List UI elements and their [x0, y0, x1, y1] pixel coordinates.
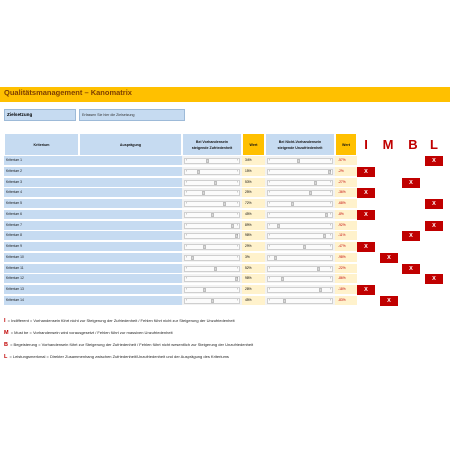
nicht-vorhandensein-slider[interactable]: [267, 266, 333, 272]
table-row: [4, 210, 450, 220]
slider-thumb[interactable]: [191, 256, 194, 260]
vorhandensein-slider[interactable]: [184, 158, 240, 164]
table-row: [4, 296, 450, 306]
chevron-left-icon[interactable]: ‹: [186, 190, 188, 195]
kriterium-cell[interactable]: Kriterium 8: [4, 231, 79, 241]
chevron-right-icon[interactable]: ›: [329, 168, 331, 173]
nicht-vorhandensein-slider[interactable]: [267, 244, 333, 250]
kriterium-cell[interactable]: Kriterium 5: [4, 199, 79, 209]
slider-thumb[interactable]: [283, 299, 286, 303]
slider-thumb[interactable]: [197, 170, 200, 174]
chevron-left-icon[interactable]: ‹: [269, 276, 271, 281]
auspraegung-cell[interactable]: [79, 285, 182, 295]
header-bei-vorhandensein-line2: steigende Zufriedenheit: [191, 145, 233, 150]
vorhandensein-cell: [182, 264, 242, 274]
chevron-right-icon[interactable]: ›: [329, 276, 331, 281]
wert-zufriedenheit: 3%: [242, 253, 265, 263]
nicht-vorhandensein-cell: [265, 274, 335, 284]
chevron-right-icon[interactable]: ›: [329, 211, 331, 216]
wert-unzufriedenheit: -11%: [335, 231, 357, 241]
chevron-right-icon[interactable]: ›: [236, 222, 238, 227]
vorhandensein-cell: [182, 253, 242, 263]
category-header-i: I: [364, 137, 368, 152]
kriterium-cell[interactable]: Kriterium 12: [4, 274, 79, 284]
wert-unzufriedenheit: -36%: [335, 188, 357, 198]
nicht-vorhandensein-cell: [265, 210, 335, 220]
table-row: [4, 178, 450, 188]
vorhandensein-slider[interactable]: [184, 276, 240, 282]
wert-unzufriedenheit: -2%: [335, 167, 357, 177]
table-row: [4, 199, 450, 209]
nicht-vorhandensein-slider[interactable]: [267, 298, 333, 304]
chevron-right-icon[interactable]: ›: [329, 201, 331, 205]
category-mark-i: X: [357, 210, 375, 220]
slider-thumb[interactable]: [323, 234, 326, 238]
chevron-left-icon[interactable]: ‹: [186, 265, 188, 270]
legend-key: I: [4, 318, 6, 324]
nicht-vorhandensein-cell: [265, 178, 335, 188]
nicht-vorhandensein-cell: [265, 285, 335, 295]
wert-unzufriedenheit: -86%: [335, 274, 357, 284]
kriterium-cell[interactable]: Kriterium 10: [4, 253, 79, 263]
kriterium-cell[interactable]: Kriterium 11: [4, 264, 79, 274]
chevron-left-icon[interactable]: ‹: [186, 211, 188, 216]
vorhandensein-slider[interactable]: [184, 212, 240, 218]
vorhandensein-slider[interactable]: [184, 169, 240, 175]
wert-unzufriedenheit: -8%: [335, 210, 357, 220]
chevron-right-icon[interactable]: ›: [329, 233, 331, 238]
chevron-left-icon[interactable]: ‹: [186, 179, 188, 184]
nicht-vorhandensein-cell: [265, 156, 335, 166]
chevron-left-icon[interactable]: ‹: [269, 297, 271, 302]
vorhandensein-cell: [182, 296, 242, 306]
slider-thumb[interactable]: [303, 245, 306, 249]
chevron-left-icon[interactable]: ‹: [269, 201, 271, 205]
category-mark-l: X: [425, 274, 443, 284]
wert-zufriedenheit: 98%: [242, 231, 265, 241]
nicht-vorhandensein-cell: [265, 253, 335, 263]
chevron-left-icon[interactable]: ‹: [269, 254, 271, 259]
legend-key: B: [4, 342, 8, 348]
header-bei-vorhandensein: [182, 133, 242, 156]
slider-thumb[interactable]: [214, 181, 217, 185]
nicht-vorhandensein-slider[interactable]: [267, 255, 333, 261]
header-wert-1: Wert: [242, 133, 265, 156]
wert-zufriedenheit: 45%: [242, 210, 265, 220]
kriterium-cell[interactable]: Kriterium 4: [4, 188, 79, 198]
category-mark-b: X: [402, 264, 420, 274]
wert-zufriedenheit: 52%: [242, 264, 265, 274]
vorhandensein-cell: [182, 285, 242, 295]
nicht-vorhandensein-slider[interactable]: [267, 223, 333, 229]
chevron-right-icon[interactable]: ›: [236, 158, 238, 162]
slider-thumb[interactable]: [297, 159, 300, 163]
nicht-vorhandensein-slider[interactable]: [267, 287, 333, 293]
auspraegung-cell[interactable]: [79, 264, 182, 274]
chevron-left-icon[interactable]: ‹: [186, 201, 188, 205]
chevron-right-icon[interactable]: ›: [329, 158, 331, 162]
vorhandensein-slider[interactable]: [184, 266, 240, 272]
chevron-left-icon[interactable]: ‹: [269, 233, 271, 238]
legend-text: = Indifferent = Vorhandensein führt nicht zur Steigerung der Zufriedenheit / Fehlen führt nicht zur Steigerung der Unzufriedenheit: [6, 318, 235, 323]
category-header-b: B: [408, 137, 418, 152]
wert-zufriedenheit: 98%: [242, 274, 265, 284]
vorhandensein-slider[interactable]: [184, 255, 240, 261]
vorhandensein-slider[interactable]: [184, 233, 240, 239]
auspraegung-cell[interactable]: [79, 156, 182, 166]
chevron-right-icon[interactable]: ›: [329, 190, 331, 195]
table-row: [4, 264, 450, 274]
chevron-left-icon[interactable]: ‹: [186, 222, 188, 227]
table-row: [4, 253, 450, 263]
chevron-right-icon[interactable]: ›: [329, 179, 331, 184]
nicht-vorhandensein-slider[interactable]: [267, 169, 333, 175]
vorhandensein-cell: [182, 156, 242, 166]
auspraegung-cell[interactable]: [79, 296, 182, 306]
slider-thumb[interactable]: [309, 191, 312, 195]
chevron-right-icon[interactable]: ›: [236, 276, 238, 281]
slider-thumb[interactable]: [319, 288, 322, 292]
category-mark-m: X: [380, 253, 398, 263]
slider-thumb[interactable]: [214, 267, 217, 271]
chevron-left-icon[interactable]: ‹: [269, 211, 271, 216]
vorhandensein-cell: [182, 274, 242, 284]
wert-zufriedenheit: 15%: [242, 167, 265, 177]
table-row: [4, 242, 450, 252]
kriterium-cell[interactable]: Kriterium 6: [4, 210, 79, 220]
wert-unzufriedenheit: -83%: [335, 296, 357, 306]
table-row: [4, 188, 450, 198]
header-bei-nicht-vorhandensein: [265, 133, 335, 156]
slider-thumb[interactable]: [211, 213, 214, 217]
vorhandensein-cell: [182, 221, 242, 231]
vorhandensein-slider[interactable]: [184, 298, 240, 304]
chevron-right-icon[interactable]: ›: [329, 244, 331, 248]
category-mark-i: X: [357, 188, 375, 198]
slider-thumb[interactable]: [202, 191, 205, 195]
chevron-right-icon[interactable]: ›: [329, 265, 331, 270]
auspraegung-cell[interactable]: [79, 199, 182, 209]
legend-text: = Leistungsmerkmal = Direkter Zusammenhang zwischen Zufriedenheit/Unzufriedenheit und der Ausprägung des Kriteriums: [8, 354, 229, 359]
vorhandensein-cell: [182, 178, 242, 188]
kriterium-cell[interactable]: Kriterium 9: [4, 242, 79, 252]
kriterium-cell[interactable]: Kriterium 7: [4, 221, 79, 231]
slider-thumb[interactable]: [203, 245, 206, 249]
wert-unzufriedenheit: -98%: [335, 253, 357, 263]
chevron-right-icon[interactable]: ›: [329, 297, 331, 302]
wert-unzufriedenheit: -18%: [335, 285, 357, 295]
table-row: [4, 156, 450, 166]
vorhandensein-cell: [182, 210, 242, 220]
nicht-vorhandensein-slider[interactable]: [267, 180, 333, 186]
wert-zufriedenheit: 53%: [242, 178, 265, 188]
vorhandensein-slider[interactable]: [184, 244, 240, 250]
slider-thumb[interactable]: [314, 181, 317, 185]
auspraegung-cell[interactable]: [79, 210, 182, 220]
auspraegung-cell[interactable]: [79, 188, 182, 198]
kriterium-cell[interactable]: Kriterium 14: [4, 296, 79, 306]
nicht-vorhandensein-cell: [265, 188, 335, 198]
goal-label: Zielsetzung: [4, 109, 76, 121]
wert-zufriedenheit: 45%: [242, 296, 265, 306]
nicht-vorhandensein-cell: [265, 242, 335, 252]
slider-thumb[interactable]: [231, 224, 234, 228]
category-mark-l: X: [425, 199, 443, 209]
nicht-vorhandensein-cell: [265, 167, 335, 177]
chevron-left-icon[interactable]: ‹: [186, 244, 188, 248]
chevron-left-icon[interactable]: ‹: [186, 254, 188, 259]
chevron-left-icon[interactable]: ‹: [269, 179, 271, 184]
category-header-m: M: [382, 137, 394, 152]
chevron-left-icon[interactable]: ‹: [269, 265, 271, 270]
table-row: [4, 231, 450, 241]
table-row: [4, 274, 450, 284]
chevron-left-icon[interactable]: ‹: [186, 158, 188, 162]
kriterium-cell[interactable]: Kriterium 3: [4, 178, 79, 188]
chevron-right-icon[interactable]: ›: [236, 287, 238, 291]
header-auspraegung: Ausprägung: [79, 133, 182, 156]
legend-text: = Must be = Vorhandensein wird vorausgesetzt / Fehlen führt zur massiven Unzufriedenheit: [9, 330, 173, 335]
chevron-left-icon[interactable]: ‹: [269, 158, 271, 162]
auspraegung-cell[interactable]: [79, 167, 182, 177]
nicht-vorhandensein-slider[interactable]: [267, 276, 333, 282]
slider-thumb[interactable]: [274, 256, 277, 260]
slider-thumb[interactable]: [277, 224, 280, 228]
chevron-left-icon[interactable]: ‹: [186, 297, 188, 302]
auspraegung-cell[interactable]: [79, 253, 182, 263]
chevron-right-icon[interactable]: ›: [236, 297, 238, 302]
slider-thumb[interactable]: [325, 213, 328, 217]
slider-thumb[interactable]: [206, 159, 209, 163]
table-row: [4, 221, 450, 231]
header-bei-vorhandensein-line1: Bei Vorhandensein: [195, 139, 229, 144]
kriterium-cell[interactable]: Kriterium 13: [4, 285, 79, 295]
table-row: [4, 285, 450, 295]
legend-text: = Begeisterung = Vorhandensein führt zur Steigerung der Zufriedenheit / Fehlen führt nicht wesentlich zur Steigerung der Unzufriedenheit: [8, 342, 254, 347]
goal-input[interactable]: Erfassen Sie hier die Zielsetzung: [79, 109, 185, 121]
category-mark-m: X: [380, 296, 398, 306]
vorhandensein-cell: [182, 242, 242, 252]
category-mark-i: X: [357, 285, 375, 295]
nicht-vorhandensein-slider[interactable]: [267, 212, 333, 218]
auspraegung-cell[interactable]: [79, 242, 182, 252]
nicht-vorhandensein-slider[interactable]: [267, 201, 333, 207]
chevron-left-icon[interactable]: ‹: [269, 190, 271, 195]
slider-thumb[interactable]: [281, 277, 284, 281]
category-mark-b: X: [402, 231, 420, 241]
nicht-vorhandensein-slider[interactable]: [267, 158, 333, 164]
legend-item: [4, 318, 235, 324]
wert-zufriedenheit: 28%: [242, 285, 265, 295]
chevron-left-icon[interactable]: ‹: [186, 287, 188, 291]
chevron-right-icon[interactable]: ›: [236, 254, 238, 259]
chevron-right-icon[interactable]: ›: [236, 201, 238, 205]
chevron-left-icon[interactable]: ‹: [186, 276, 188, 281]
wert-unzufriedenheit: -92%: [335, 221, 357, 231]
kriterium-cell[interactable]: Kriterium 2: [4, 167, 79, 177]
chevron-right-icon[interactable]: ›: [236, 265, 238, 270]
vorhandensein-slider[interactable]: [184, 201, 240, 207]
category-mark-l: X: [425, 156, 443, 166]
nicht-vorhandensein-cell: [265, 264, 335, 274]
wert-unzufriedenheit: -27%: [335, 178, 357, 188]
chevron-left-icon[interactable]: ‹: [269, 244, 271, 248]
chevron-left-icon[interactable]: ‹: [269, 222, 271, 227]
wert-unzufriedenheit: -22%: [335, 264, 357, 274]
slider-thumb[interactable]: [223, 202, 226, 206]
vorhandensein-slider[interactable]: [184, 190, 240, 196]
chevron-right-icon[interactable]: ›: [236, 168, 238, 173]
nicht-vorhandensein-slider[interactable]: [267, 233, 333, 239]
legend-item: [4, 330, 173, 336]
chevron-left-icon[interactable]: ‹: [269, 168, 271, 173]
auspraegung-cell[interactable]: [79, 231, 182, 241]
nicht-vorhandensein-cell: [265, 296, 335, 306]
category-mark-i: X: [357, 242, 375, 252]
wert-zufriedenheit: 34%: [242, 156, 265, 166]
slider-thumb[interactable]: [211, 299, 214, 303]
chevron-right-icon[interactable]: ›: [236, 179, 238, 184]
vorhandensein-slider[interactable]: [184, 223, 240, 229]
vorhandensein-cell: [182, 231, 242, 241]
wert-zufriedenheit: 72%: [242, 199, 265, 209]
vorhandensein-slider[interactable]: [184, 180, 240, 186]
chevron-left-icon[interactable]: ‹: [186, 233, 188, 238]
wert-unzufriedenheit: -57%: [335, 156, 357, 166]
chevron-right-icon[interactable]: ›: [236, 190, 238, 195]
auspraegung-cell[interactable]: [79, 221, 182, 231]
nicht-vorhandensein-cell: [265, 231, 335, 241]
vorhandensein-cell: [182, 199, 242, 209]
vorhandensein-cell: [182, 167, 242, 177]
header-wert-2: Wert: [335, 133, 357, 156]
legend-item: [4, 342, 253, 348]
page-title: Qualitätsmanagement – Kanomatrix: [4, 88, 132, 97]
chevron-right-icon[interactable]: ›: [329, 254, 331, 259]
auspraegung-cell[interactable]: [79, 274, 182, 284]
nicht-vorhandensein-cell: [265, 199, 335, 209]
legend-key: L: [4, 354, 8, 360]
vorhandensein-cell: [182, 188, 242, 198]
wert-zufriedenheit: 89%: [242, 221, 265, 231]
title-underline: [0, 101, 450, 102]
header-bei-nicht-line1: Bei Nicht-Vorhandensein: [278, 139, 322, 144]
table-row: [4, 167, 450, 177]
header-bei-nicht-line2: steigende Unzufriedenheit: [277, 145, 323, 150]
chevron-right-icon[interactable]: ›: [329, 222, 331, 227]
chevron-left-icon[interactable]: ‹: [186, 168, 188, 173]
chevron-right-icon[interactable]: ›: [236, 211, 238, 216]
wert-unzufriedenheit: -68%: [335, 199, 357, 209]
chevron-right-icon[interactable]: ›: [236, 244, 238, 248]
category-header-l: L: [430, 137, 438, 152]
vorhandensein-slider[interactable]: [184, 287, 240, 293]
legend-item: [4, 354, 229, 360]
legend-key: M: [4, 330, 9, 336]
nicht-vorhandensein-slider[interactable]: [267, 190, 333, 196]
chevron-right-icon[interactable]: ›: [329, 287, 331, 291]
kriterium-cell[interactable]: Kriterium 1: [4, 156, 79, 166]
chevron-right-icon[interactable]: ›: [236, 233, 238, 238]
wert-zufriedenheit: 29%: [242, 242, 265, 252]
header-kriterium: Kriterium: [4, 133, 79, 156]
chevron-left-icon[interactable]: ‹: [269, 287, 271, 291]
wert-zufriedenheit: 25%: [242, 188, 265, 198]
slider-thumb[interactable]: [203, 288, 206, 292]
auspraegung-cell[interactable]: [79, 178, 182, 188]
slider-thumb[interactable]: [317, 267, 320, 271]
category-mark-l: X: [425, 221, 443, 231]
slider-thumb[interactable]: [291, 202, 294, 206]
category-mark-i: X: [357, 167, 375, 177]
category-mark-b: X: [402, 178, 420, 188]
nicht-vorhandensein-cell: [265, 221, 335, 231]
wert-unzufriedenheit: -47%: [335, 242, 357, 252]
